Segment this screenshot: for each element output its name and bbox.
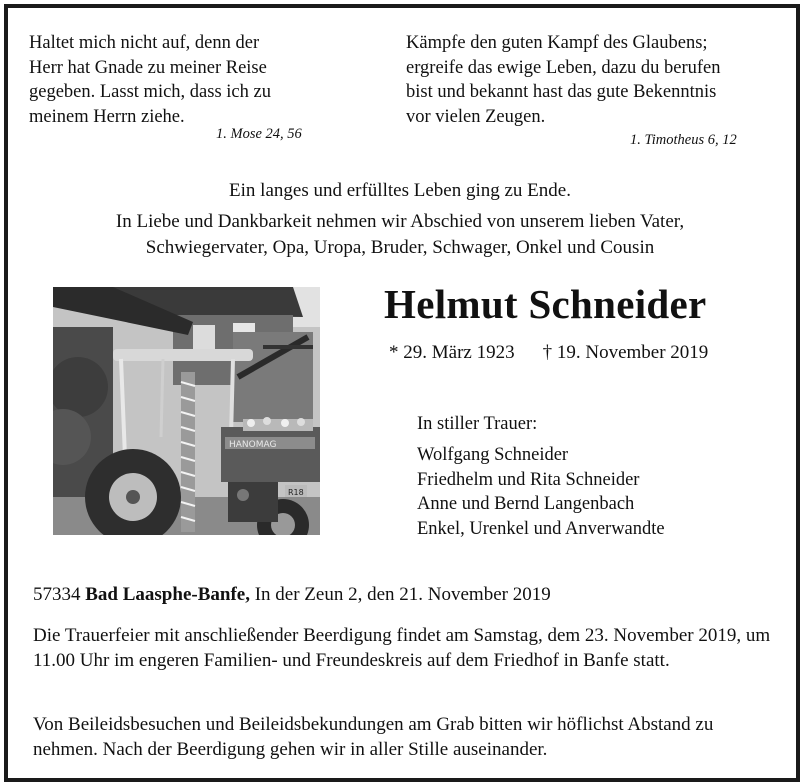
- verse-line: Kämpfe den guten Kampf des Glaubens;: [406, 33, 708, 53]
- mourner-name: Friedhelm und Rita Schneider: [417, 469, 640, 490]
- condolence-paragraph: Von Beileidsbesuchen und Beileidsbekundungen am Grab bitten wir höflichst Abstand zu nehmen. Nach der Beerdigung gehen wir in aller Stille auseinander.: [33, 714, 714, 760]
- verse-line: Herr hat Gnade zu meiner Reise: [29, 57, 267, 78]
- address-rest: In der Zeun 2, den 21. November 2019: [254, 584, 551, 605]
- verse-line: gegeben. Lasst mich, dass ich zu: [29, 82, 271, 102]
- verse-line: Haltet mich nicht auf, denn der: [29, 33, 260, 53]
- mourner-name: Enkel, Urenkel und Anverwandte: [417, 518, 665, 539]
- life-dates: [389, 342, 708, 364]
- mourners-list: [417, 443, 665, 541]
- deceased-name: Helmut Schneider: [384, 281, 707, 327]
- funeral-paragraph: Die Trauerfeier mit anschließender Beerdigung findet am Samstag, dem 23. November 2019, um 11.00 Uhr im engeren Familien- und Freundeskreis auf dem Friedhof in Banfe statt.: [33, 625, 771, 671]
- verse-right-reference: 1. Timotheus 6, 12: [630, 132, 737, 148]
- mourner-name: Wolfgang Schneider: [417, 445, 569, 465]
- intro-line: Schwiegervater, Opa, Uropa, Bruder, Schwager, Onkel und Cousin: [145, 237, 655, 258]
- postal-code: 57334: [33, 584, 81, 605]
- mourners-heading: In stiller Trauer:: [417, 414, 538, 434]
- verse-left-reference: 1. Mose 24, 56: [216, 126, 302, 142]
- intro-line: In Liebe und Dankbarkeit nehmen wir Abschied von unserem lieben Vater,: [115, 211, 685, 232]
- verse-left: [29, 31, 349, 129]
- address-line: [33, 584, 551, 606]
- intro-line: Ein langes und erfülltes Leben ging zu Ende.: [229, 180, 571, 201]
- verse-right: [406, 31, 786, 129]
- verse-line: vor vielen Zeugen.: [406, 106, 546, 127]
- town-name: Bad Laasphe-Banfe,: [85, 584, 250, 605]
- mourner-name: Anne und Bernd Langenbach: [417, 494, 635, 514]
- verse-line: ergreife das ewige Leben, dazu du berufen: [406, 57, 721, 78]
- verse-line: bist und bekannt hast das gute Bekenntnis: [406, 82, 717, 102]
- death-date: † 19. November 2019: [542, 342, 709, 363]
- birth-date: * 29. März 1923: [389, 342, 515, 363]
- verse-line: meinem Herrn ziehe.: [29, 106, 185, 127]
- tractor-brand-label: HANOMAG: [229, 440, 277, 450]
- tractor-plate-label: R18: [288, 488, 304, 497]
- tractor-photo: [53, 287, 320, 535]
